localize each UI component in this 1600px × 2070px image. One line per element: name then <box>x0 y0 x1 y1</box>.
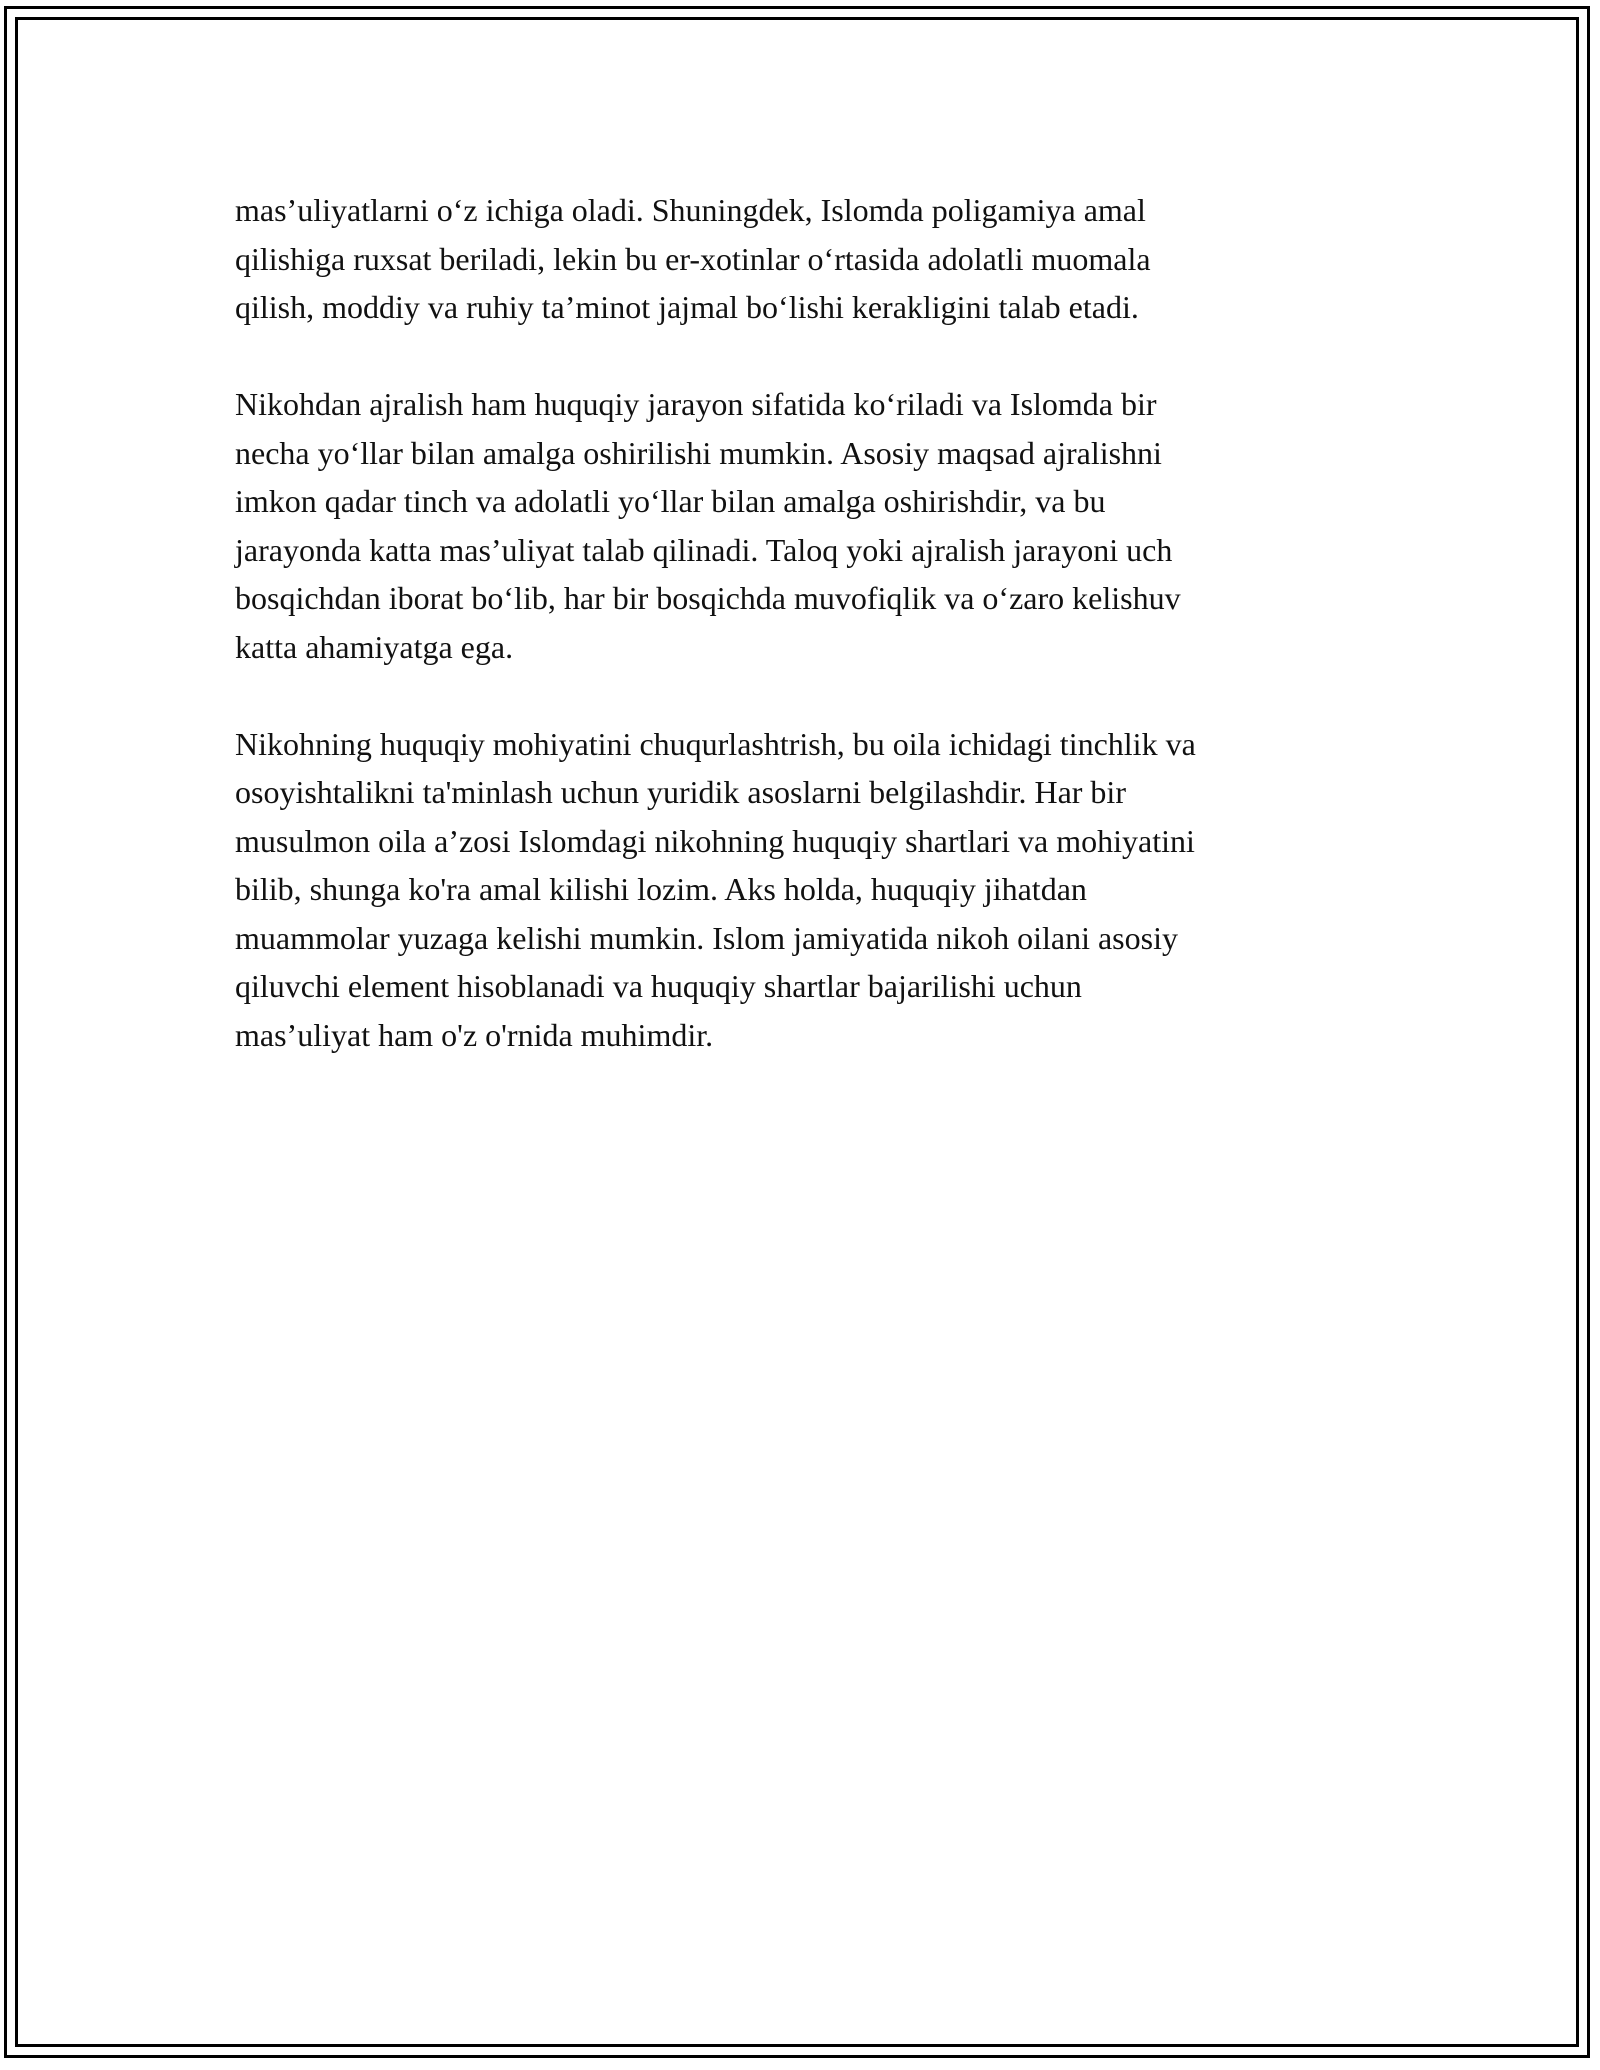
text-line: Nikohning huquqiy mohiyatini chuqurlashtrish, bu oila ichidagi tinchlik va <box>235 725 1196 762</box>
text-line: mas’uliyatlarni o‘z ichiga oladi. Shuningdek, Islomda poligamiya amal <box>235 192 1146 228</box>
text-line: imkon qadar tinch va adolatli yo‘llar bilan amalga oshirishdir, va bu <box>235 483 1106 519</box>
text-line: katta ahamiyatga ega. <box>235 628 514 665</box>
text-line: qiluvchi element hisoblanadi va huquqiy shartlar bajarilishi uchun <box>235 968 1082 1004</box>
text-line: necha yo‘llar bilan amalga oshirilishi mumkin. Asosiy maqsad ajralishni <box>235 434 1162 471</box>
text-line: Nikohdan ajralish ham huquqiy jarayon sifatida ko‘riladi va Islomda bir <box>235 386 1157 422</box>
text-line: jarayonda katta mas’uliyat talab qilinadi. Taloq yoki ajralish jarayoni uch <box>235 531 1173 568</box>
text-line: qilish, moddiy va ruhiy ta’minot jajmal bo‘lishi kerakligini talab etadi. <box>235 289 1139 325</box>
document-body <box>235 186 1365 1108</box>
paragraph-1 <box>235 186 1365 332</box>
text-line: qilishiga ruxsat beriladi, lekin bu er-xotinlar o‘rtasida adolatli muomala <box>235 240 1151 277</box>
text-line: musulmon oila a’zosi Islomdagi nikohning huquqiy shartlari va mohiyatini <box>235 822 1195 859</box>
text-line: osoyishtalikni ta'minlash uchun yuridik asoslarni belgilashdir. Har bir <box>235 774 1126 810</box>
text-line: bosqichdan iborat bo‘lib, har bir bosqichda muvofiqlik va o‘zaro kelishuv <box>235 580 1181 616</box>
paragraph-2 <box>235 380 1365 671</box>
text-line: mas’uliyat ham o'z o'rnida muhimdir. <box>235 1016 714 1053</box>
paragraph-3 <box>235 720 1365 1060</box>
text-line: muammolar yuzaga kelishi mumkin. Islom jamiyatida nikoh oilani asosiy <box>235 919 1178 956</box>
text-line: bilib, shunga ko'ra amal kilishi lozim. Aks holda, huquqiy jihatdan <box>235 871 1087 907</box>
